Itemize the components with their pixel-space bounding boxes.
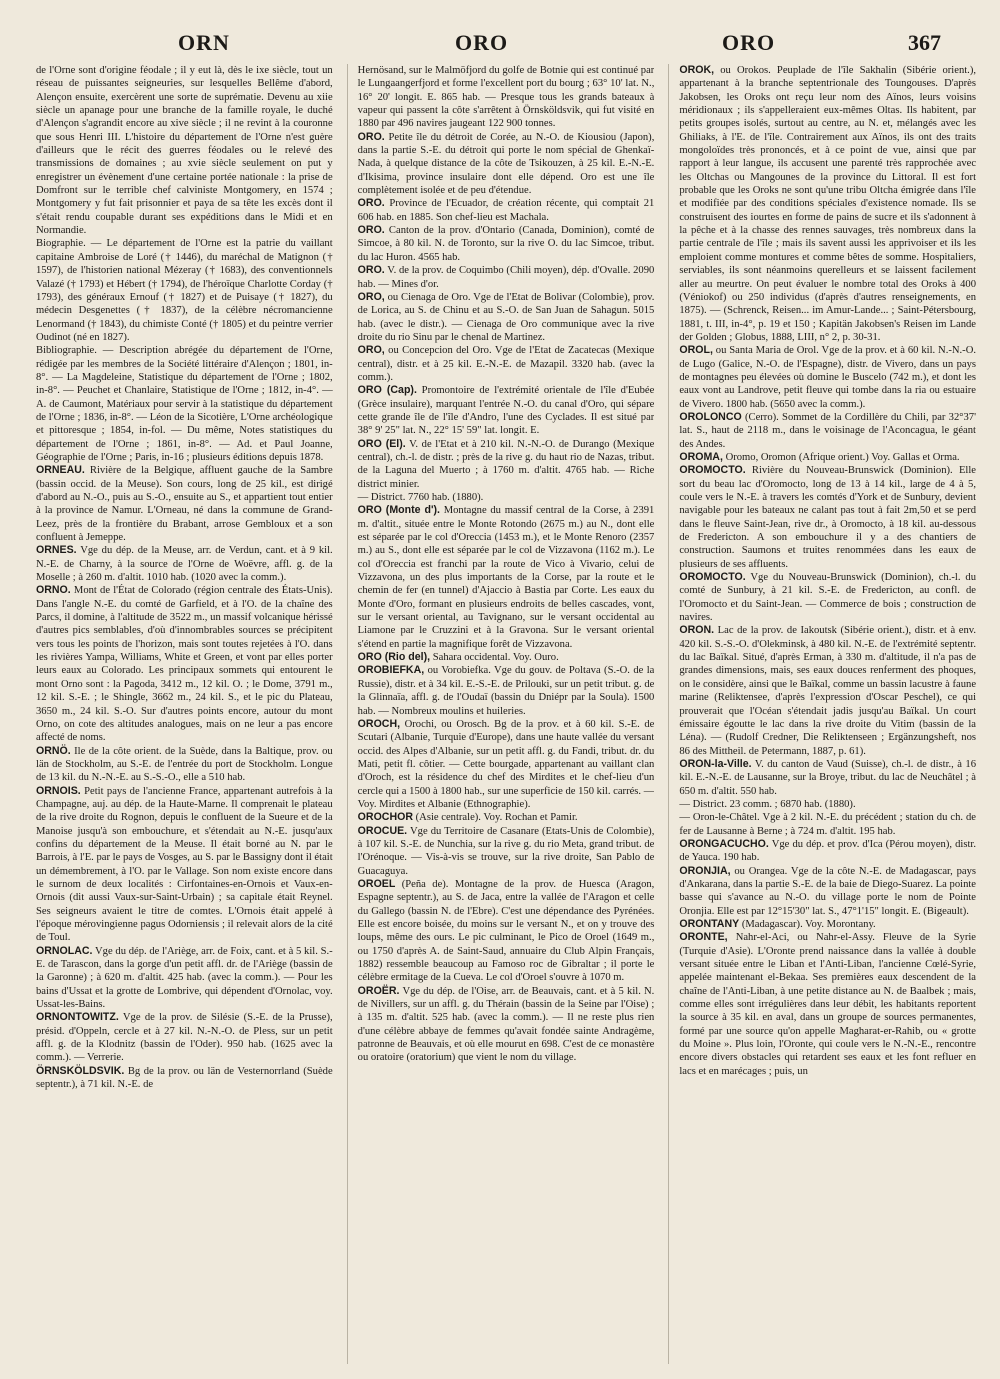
- entry-headword: OROK,: [679, 64, 715, 76]
- dictionary-entry: [358, 264, 655, 291]
- entry-headword: ORONGACUCHO.: [679, 837, 769, 850]
- dictionary-entry: [36, 745, 333, 785]
- entry-text: Lac de la prov. de Iakoutsk (Sibérie orient.), distr. et à env. 420 kil. S.-S.-O. d'Olekminsk, à 480 kil. N.-E. de l'extrémité septentr. du lac Baïkal. Situé, d'après Erman, à 330 m. d'altitude, il n'a pas de grandes dimensions, mais, ses eaux douces renferment des phoques, on le considère, ainsi que le Baïkal, comme un bassin lacustre à faune marine (Reliktensee, d'après l'expression d'Oscar Peschel), ce qui prouverait que l'Océan s'étendait jadis jusqu'au Baïkal. Un court émissaire égoutte le lac dans la rive droite du Vitim (bassin de la Léna). — (Rudolf Credner, Die Reliktenseen ; Ergänzungsheft, nos 86 des Mittheil. de Petermann, 1887, p. 61).: [679, 625, 977, 757]
- entry-text: Bg de la prov. ou län de Vesternorrland (Suède septentr.), à 71 kil. N.-E. de: [36, 1065, 333, 1091]
- entry-text: V. de la prov. de Coquimbo (Chili moyen), dép. d'Ovalle. 2090 hab. — Mines d'or.: [357, 265, 655, 290]
- entry-headword: OROEL: [357, 877, 396, 890]
- dictionary-entry: [358, 651, 655, 664]
- dictionary-entry: [36, 785, 333, 945]
- entry-text: (Cerro). Sommet de la Cordillère du Chili, par 32°37' lat. S., haut de 2118 m., dans le voisinage de l'Aconcagua, le géant des Andes.: [679, 411, 977, 450]
- column-middle: [347, 64, 655, 1364]
- dictionary-entry: [679, 931, 976, 1078]
- dictionary-entry: [358, 291, 655, 344]
- entry-headword: ORONJIA,: [679, 864, 731, 877]
- entry-headword: ORNEAU.: [36, 464, 85, 477]
- entry-headword: OROCH,: [357, 717, 401, 730]
- entry-headword: ORON-la-Ville.: [679, 757, 752, 770]
- entry-text: V. du canton de Vaud (Suisse), ch.-l. de distr., à 16 kil. E.-N.-E. de Lausanne, sur la Broye, tribut. du lac de Neuchâtel ; à 650 m. d'altit. 550 hab.: [679, 758, 977, 797]
- dictionary-entry: [679, 624, 976, 757]
- running-head-left: ORN: [178, 30, 230, 55]
- entry-text: Mont de l'État de Colorado (région centrale des États-Unis). Dans l'angle N.-E. du comté de Garfield, et à l'O. de la chaîne des Parcs, il domine, à l'altitude de 3522 m., un massif volcanique hérissé d'autres pics semblables, d'où d'innombrables sources se précipitent vers tous les points de l'horizon, mais sont toutes rejetées à l'O. dans les rivières Yampa, Williams, White et Green, et vont par elles porter leurs eaux au Colorado. Les principaux sommets qui entourent le mont Orno sont : la Pagoda, 3412 m., 12 kil. O. ; le Dome, 3791 m., 12 kil. S.-E. ; le Shingle, 3662 m., 24 kil. S., et le pic du Plateau, 3650 m., 24 kil. S.-O. Sur d'autres points encore, autour du mont Orno, on cote des altitudes analogues, mais on ne leur a pas encore affecté de noms.: [36, 585, 333, 744]
- page-header: [0, 30, 1000, 64]
- entry-text: ou Orangea. Vge de la côte N.-E. de Madagascar, pays d'Ankarana, dans la partie S.-E. de la baie de Diego-Suarez. La pointe basse qui s'avance au N.-O. du village porte le nom de Pointe Oronjia. Elle est par 12°15'30" lat. S., 47°1'15" longit. E. (Bigeault).: [679, 865, 977, 917]
- entry-text: Orochi, ou Orosch. Bg de la prov. et à 60 kil. S.-E. de Scutari (Albanie, Turquie d'Europe), dans une haute vallée du versant occid. des Alpes d'Albanie, sur un petit affl. g. du Fandi, tribut. dr. du Mati, petit fl. côtier. — Cette bourgade, appartenant au vaillant clan d'Oroch, est la résidence du chef des Mirdites et le chef-lieu d'un cercle qui a 1500 à 1800 hab., sur une superficie de 150 kil. carrés. — Voy. Mirdites et Albanie (Ethnographie).: [357, 718, 655, 810]
- dictionary-entry: [679, 344, 976, 411]
- entry-headword: ORNOLAC.: [36, 944, 93, 957]
- entry-headword: ORO (El).: [357, 437, 406, 450]
- entry-headword: ORO,: [357, 290, 385, 303]
- entry-text: Nahr-el-Aci, ou Nahr-el-Assy. Fleuve de la Syrie (Turquie d'Asie). L'Oronte prend naissance dans la vallée à double versant située entre le Liban et l'Anti-Liban, l'ancienne Cœlé-Syrie, appelée maintenant el-Bekaa. Ses premières eaux descendent de la chaîne de l'Anti-Liban, à une petite distance au N. de Baalbek ; mais, comme elles sont irrégulières dans leur débit, les habitants reportent la source à 35 kil. en aval, dans un groupe de sources permanentes, formé par une source qu'on appelle Magharat-er-Rahib, ou « grotte du Moine ». Plus loin, l'Oronte, qui coule vers le N.-N.-E., rencontre encore divers obstacles qui retardent ses eaux et les font refluer en lacs et en marécages ; puis, un: [679, 932, 977, 1077]
- entry-text: Vge du dép. de la Meuse, arr. de Verdun, cant. et à 9 kil. N.-E. de Charny, à la source de l'Orne de Woëvre, affl. g. de la Moselle ; à 260 m. d'altit. 1010 hab. (1020 avec la comm.).: [36, 545, 333, 584]
- entry-text: ou Santa Maria de Orol. Vge de la prov. et à 60 kil. N.-N.-O. de Lugo (Galice, N.-O. de l'Espagne), distr. de Vivero, dans un pays de montagnes peu élevées où domine le Buscelo (742 m.), et dont les eaux vont au Landrove, petit fleuve qui tombe dans la ria ou estuaire de Vivero. 1800 hab. (5650 avec la comm.).: [679, 345, 977, 410]
- entry-text: Vge du Nouveau-Brunswick (Dominion), ch.-l. du comté de Sunbury, à 21 kil. S.-E. de Fredericton, au confl. de l'Oromocto et du Saint-Jean. — Commerce de bois ; construction de navires.: [679, 572, 977, 624]
- entry-text: Vge de la prov. de Silésie (S.-E. de la Prusse), présid. d'Oppeln, cercle et à 27 kil. N.-N.-O. de Pless, sur un petit affl. g. de la Klodnitz (bassin de l'Oder). 950 hab. (1625 avec la comm.). — Verrerie.: [36, 1012, 333, 1064]
- entry-text: Oromo, Oromon (Afrique orient.) Voy. Gallas et Orma.: [725, 451, 960, 463]
- dictionary-entry: [36, 945, 333, 1012]
- entry-text: Biographie. — Le département de l'Orne est la patrie du vaillant capitaine Ambroise de Loré († 1446), du maréchal de Matignon († 1597), de l'historien national Mézeray († 1683), des conventionnels Valazé († 1793) et Hébert († 1794), de l'héroïque Charlotte Corday († 1793), des généraux Ernouf († 1827) et de Puisaye († 1827), du médecin Desgenettes († 1837), de la célèbre nécromancienne Lenormand († 1843), du chimiste Conté († 1805) et du peintre verrier Oudinot (né en 1827).: [36, 238, 333, 343]
- entry-text: — District. 23 comm. ; 6870 hab. (1880).: [679, 798, 856, 810]
- dictionary-entry: [358, 718, 655, 811]
- dictionary-entry: [358, 438, 655, 491]
- entry-headword: ORONTE,: [679, 931, 728, 944]
- dictionary-entry: [679, 758, 976, 798]
- entry-headword: ORO,: [357, 344, 385, 357]
- entry-text: Ile de la côte orient. de la Suède, dans la Baltique, prov. ou län de Stockholm, au S.-E. de l'entrée du port de Stockholm. Longue de 13 kil. du N.-N.-E. au S.-S.-O., elle a 510 hab.: [36, 745, 333, 784]
- dictionary-entry: [358, 825, 655, 878]
- entry-text: ou Orokos. Peuplade de l'île Sakhalin (Sibérie orient.), appartenant à la branche septentrionale des Toungouses. D'après Jakobsen, les Oroks ont reçu leur nom des Aïnos, leurs voisins méridionaux ; ils s'appelleraient eux-mêmes Oltas. Ils habitent, par petits groupes isolés, surtout au centre, au N. et, mélangés avec les Ghiliaks, à l'E. de l'île. Contrairement aux Aïnos, ils ont des traits mongoloïdes très prononcés, et à ce point de vue, ainsi que par rapport à leur langue, ils accusent une parenté très rapprochée avec les Oltchas ou Mangounes de la province du Littoral. Il est fort probable que les Oroks ne sont qu'une tribu Oltcha émigrée dans l'île et modifiée par des conditions spéciales d'existence nomade. Ils se construisent des iourtes en forme de pains de sucre et ils s'adonnent à la pêche et à la chasse des rennes sauvages, très nombreux dans la partie centrale de l'île ; mais ils savent aussi les apprivoiser et ils les emploient comme montures et comme bêtes de somme. Hospitaliers, serviables, ils sont néanmoins querelleurs et se laissent facilement aller au meurtre. On peut évaluer le nombre total des Oroks à 400 (Véniokof) ou 250 individus (d'après d'autres renseignements, en 1875). — (Schrenck, Reisen... im Amur-Lande... ; Saint-Pétersbourg, 1881, t. III, in-4°, p. 19 et 150 ; Kapitän Jakobsen's Reisen im Lande der Golden ; Globus, 1888, LIII, n° 2, p. 30-31.: [679, 65, 977, 343]
- dictionary-entry: [358, 131, 655, 198]
- dictionary-entry: [358, 811, 655, 824]
- text-columns: [36, 64, 976, 1364]
- dictionary-entry: [358, 491, 655, 504]
- dictionary-entry: [358, 878, 655, 985]
- dictionary-entry: [36, 1065, 333, 1092]
- entry-text: V. de l'Etat et à 210 kil. N.-N.-O. de Durango (Mexique central), ch.-l. de distr. ; près de la rive g. du haut rio de Nazas, tribut. de la Laguna del Muerto ; à 1760 m. d'altit. 4765 hab. — Riche district minier.: [357, 438, 655, 490]
- dictionary-entry: [36, 237, 333, 344]
- dictionary-entry: [358, 664, 655, 717]
- dictionary-entry: [36, 1011, 333, 1064]
- dictionary-entry: [358, 344, 655, 384]
- entry-headword: OROCHOR: [357, 811, 413, 824]
- entry-headword: ORNONTOWITZ.: [36, 1011, 119, 1024]
- entry-headword: OROMOCTO.: [679, 464, 746, 477]
- dictionary-entry: [36, 464, 333, 544]
- entry-text: ou Vorobiefka. Vge du gouv. de Poltava (S.-O. de la Russie), distr. et à 34 kil. E.-S.-E. de Prilouki, sur un petit tribut. g. de la Glinnaïa, affl. g. de l'Oudaï (bassin du Dniépr par la Soula). 1500 hab. — Nombreux moulins et huileries.: [357, 665, 655, 717]
- entry-headword: OROMA,: [679, 450, 723, 463]
- entry-headword: ORON.: [679, 624, 715, 637]
- entry-text: Sahara occidental. Voy. Ouro.: [432, 652, 559, 664]
- dictionary-entry: [679, 464, 976, 571]
- entry-text: Province de l'Ecuador, de création récente, qui comptait 21 606 hab. en 1885. Son chef-lieu est Machala.: [357, 198, 655, 223]
- entry-text: Rivière de la Belgique, affluent gauche de la Sambre (bassin occid. de la Meuse). Son cours, long de 25 kil., est dirigé d'abord au N.-O., puis au S.-O., ensuite au S., et appartient tout entier à la province de Namur. L'Orneau, né dans la commune de Grand-Leez, près de la frontière du Brabant, arrose Gembloux et a son confluent à Jemeppe.: [36, 465, 333, 544]
- entry-headword: OROËR.: [357, 984, 400, 997]
- entry-headword: OROMOCTO.: [679, 571, 746, 584]
- dictionary-entry: [358, 985, 655, 1065]
- dictionary-entry: [679, 411, 976, 451]
- column-right: [668, 64, 976, 1364]
- entry-text: Montagne du massif central de la Corse, à 2391 m. d'altit., située entre le Monte Rotondo (2675 m.) au N., dont elle est séparée par le col d'Oreccia (1453 m.), et le Monte Renoro (2357 m.) au S., dont elle est séparée par le col de Vizzavona (1162 m.). Le col d'Oreccia est franchi par la route de Vico à Vivario, celui de Vizzavona, un des plus importants de la Corse, par la route et le chemin de fer (en tunnel) d'Ajaccio à Bastia par Corte. Les eaux du Monte d'Oro, formant en plusieurs endroits de belles cascades, vont, sur le versant oriental, au Tavignano, sur le versant occidental au Liamone par le Cruzzini et à la Gravona. Sur le versant oriental s'étend en partie la magnifique forêt de Vizzavona.: [357, 505, 655, 650]
- entry-headword: OROL,: [679, 344, 713, 357]
- entry-headword: OROBIEFKA,: [357, 664, 425, 677]
- entry-headword: ORO.: [357, 197, 385, 210]
- dictionary-entry: [36, 584, 333, 744]
- entry-text: — Oron-le-Châtel. Vge à 2 kil. N.-E. du précédent ; station du ch. de fer de Lausanne à Berne ; à 724 m. d'altit. 195 hab.: [679, 812, 977, 837]
- dictionary-entry: [679, 64, 976, 344]
- entry-text: Vge du Territoire de Casanare (Etats-Unis de Colombie), à 107 kil. S.-E. de Nunchia, sur la rive g. du rio Meta, grand tribut. de l'Orénoque. — Vis-à-vis se trouve, sur la rive droite, San Pablo de Guacaguya.: [357, 825, 655, 877]
- dictionary-entry: [679, 798, 976, 811]
- entry-headword: ORNÖ.: [36, 744, 71, 757]
- entry-text: de l'Orne sont d'origine féodale ; il y eut là, dès le ixe siècle, tout un réseau de puissantes seigneuries, sur lesquelles Bellême d'abord, Alençon ensuite, exercèrent une sorte de suprématie. Devenu au xiie siècle un apanage pour une branche de la famille royale, le duché d'Alençon s'agrandit encore au xive siècle ; il ne revint à la couronne que sous Henri III. L'histoire du département de l'Orne n'est guère d'ailleurs que le récit des guerres féodales ou le relevé des transmissions de domaines ; au xvie siècle seulement on put y enregistrer un évènement d'une certaine portée nationale : la prise de Domfront sur le terrible chef calviniste Montgomery, en 1574 ; Montgomery y fut fait prisonnier et paya de sa tête les excès dont il s'était rendu coupable durant ses expéditions dans le Midi et en Normandie.: [36, 65, 333, 237]
- entry-text: Vge du dép. de l'Oise, arr. de Beauvais, cant. et à 5 kil. N. de Nivillers, sur un affl. g. du Thérain (bassin de la Seine par l'Oise) ; à 135 m. d'altit. 525 hab. (avec la comm.). — Il ne reste plus rien d'une célèbre abbaye de femmes qu'avait fondée sainte Andragème, patronne de Beauvais, et où elle mourut en 698. C'est de ce monastère ou oratoire (oratorium) que vient le nom du village.: [357, 985, 655, 1064]
- dictionary-entry: [679, 811, 976, 838]
- entry-headword: ORONTANY: [679, 918, 740, 930]
- running-head-right: ORO: [722, 30, 776, 55]
- entry-headword: ORO.: [357, 224, 385, 237]
- entry-text: (Peña de). Montagne de la prov. de Huesca (Aragon, Espagne septentr.), au S. de Jaca, entre la vallée de l'Aragon et celle du Gallego (bassin N. de l'Ebre). C'est une dépendance des Pyrénées. Elle est encore boisée, du moins sur le versant N., et on y trouve des loups, même des ours. Le pic culminant, le Pico de Oroel (1649 m., ou 1750 d'après A. de Saint-Saud, annuaire du Club Alpin Français, 1882) ressemble beaucoup au Famoso roc de Gibraltar ; il porte le célèbre ermitage de la Cueva. Le col d'Oroel s'ouvre à 1070 m.: [357, 878, 655, 984]
- entry-text: Petite île du détroit de Corée, au N.-O. de Kiousiou (Japon), dans la partie S.-E. du détroit qui porte le nom spécial de Ghenkaï-Nada, à quelque distance de la côte de Tsikouzen, à 25 kil. E.-N.-E. d'Ikisima, province insulaire dont elle dépend. Oro est une île complètement isolée et de peu d'étendue.: [357, 131, 655, 197]
- entry-text: Vge du dép. et prov. d'Ica (Pérou moyen), distr. de Yauca. 190 hab.: [679, 838, 977, 864]
- entry-headword: ORNOIS.: [36, 784, 81, 797]
- entry-headword: ORNO.: [36, 584, 71, 597]
- entry-text: — District. 7760 hab. (1880).: [357, 492, 484, 503]
- entry-text: Bibliographie. — Description abrégée du département de l'Orne, rédigée par les membres de la Société littéraire d'Alençon ; 1801, in-8°. — La Magdeleine, Statistique du département de l'Orne ; 1802, in-8°. — Peuchet et Chanlaire, Statistique de l'Orne ; 1812, in-4°. — A. de Caumont, Matériaux pour servir à la statistique du département de l'Orne ; 1836, in-8°. — Léon de la Sicotière, L'Orne archéologique et pittoresque ; 1854, in-fol. — Du même, Notes statistiques du département de l'Orne ; 1861, in-8°. — Ad. et Paul Joanne, Géographie de l'Orne ; Paris, in-16 ; plusieurs éditions depuis 1878.: [36, 345, 333, 463]
- dictionary-entry: [679, 838, 976, 865]
- entry-headword: ORO.: [357, 130, 385, 143]
- entry-headword: ORO (Monte d').: [357, 504, 440, 517]
- dictionary-entry: [358, 384, 655, 437]
- entry-headword: ÖRNSKÖLDSVIK.: [36, 1064, 125, 1077]
- entry-headword: ORO (Cap).: [357, 384, 417, 397]
- dictionary-entry: [36, 344, 333, 464]
- entry-text: ou Cienaga de Oro. Vge de l'Etat de Bolivar (Colombie), prov. de Lorica, au S. de Chinu et au S.-O. de San Juan de Sahagun. 5015 hab. (avec le distr.). — Cienaga de Oro communique avec la rive droite du rio Sinu par le chenal de Martinez.: [357, 291, 655, 343]
- page-number: 367: [908, 30, 941, 55]
- entry-text: Vge du dép. de l'Ariège, arr. de Foix, cant. et à 5 kil. S.-E. de Tarascon, dans la gorge d'un petit affl. dr. de l'Ariège (bassin de la Garonne) ; à 620 m. d'altit. 425 hab. (avec la comm.). — Pour les bains d'Ussat et la grotte de Lombrive, qui dépendent d'Ornolac, voy. Ussat-les-Bains.: [36, 945, 333, 1011]
- entry-text: Promontoire de l'extrémité orientale de l'île d'Eubée (Grèce insulaire), marquant l'entrée N.-O. du canal d'Oro, qui sépare cette grande île de l'île d'Andro, l'une des Cyclades. Il est situé par 38° 9' 25" lat. N., 22° 15' 59" lat. longit. E.: [357, 385, 655, 437]
- entry-headword: OROCUE.: [357, 824, 408, 837]
- dictionary-entry: [358, 504, 655, 651]
- dictionary-entry: [679, 865, 976, 918]
- dictionary-entry: [679, 918, 976, 931]
- entry-text: Rivière du Nouveau-Brunswick (Dominion). Elle sort du beau lac d'Oromocto, long de 13 à 14 kil., large de 4 à 5, coule vers le N.-E. à travers les comtés d'York et de Sunbury, devient navigable pour les bateaux ne calant pas tout à fait 2m,50 et se perd dans le fleuve Saint-Jean, rive dr., à Oromocto, à 18 kil. au-dessous de Fredericton. A son embouchure il y a des chantiers de construction. Saumons et truites renommées dans les eaux de plusieurs de ses affluents.: [679, 465, 977, 570]
- dictionary-entry: [679, 451, 976, 464]
- entry-text: (Asie centrale). Voy. Rochan et Pamir.: [415, 812, 578, 824]
- entry-headword: ORO.: [357, 264, 385, 277]
- entry-headword: OROLONCO: [679, 410, 742, 423]
- dictionary-entry: [36, 64, 333, 237]
- dictionary-entry: [679, 571, 976, 624]
- entry-text: ou Concepcion del Oro. Vge de l'Etat de Zacatecas (Mexique central), distr. et à 25 kil. E.-N.-E. de Mazapil. 3320 hab. (avec la comm.).: [357, 345, 655, 383]
- entry-headword: ORO (Rio del),: [357, 651, 431, 664]
- entry-text: Petit pays de l'ancienne France, appartenant autrefois à la Champagne, auj. au dép. de la Haute-Marne. Il comprenait le plateau de la rive droite du Rognon, depuis le confluent de la Sueure et de la Manoise jusqu'à son embouchure, et s'étendait au N.-E. jusqu'aux confins du département de la Meuse. Il était borné au N. par le Barrois, à l'E. par le pays de Vosges, au S. par le Bassigny dont il était un démembrement, à l'O. par le Vallage. Son nom existe encore dans le surnom de deux localités : Cirfontaines-en-Ornois et Vaux-en-Ornois (dit aussi Vaux-sur-Saint-Urbain) ; sa capitale était Reynel. Ses seigneurs avaient le titre de comtes. L'Ornois était appelé à l'époque mérovingienne pagus Odorniensis ; il relevait alors de la cité de Toul.: [36, 785, 333, 944]
- running-head-center: ORO: [455, 30, 509, 55]
- entry-text: Canton de la prov. d'Ontario (Canada, Dominion), comté de Simcoe, à 80 kil. N. de Toronto, sur la rive O. du lac Simcoe, tribut. du lac Huron. 4565 hab.: [357, 225, 655, 263]
- entry-headword: ORNES.: [36, 544, 77, 557]
- dictionary-entry: [358, 197, 655, 224]
- entry-text: Hernösand, sur le Malmöfjord du golfe de Botnie qui est continué par le Lungaangerfjord et forme l'excellent port du bourg ; 63° 10' lat. N., 16° 20' longit. E. 865 hab. — Presque tous les grands bateaux à vapeur qui passent la côte s'arrêtent à Örnsköldsvik, qui fut visité en 1880 par 496 navires jaugeant 122 900 tonnes.: [357, 65, 655, 130]
- dictionary-entry: [358, 64, 655, 131]
- entry-text: (Madagascar). Voy. Morontany.: [741, 919, 876, 930]
- column-left: [36, 64, 333, 1364]
- dictionary-entry: [36, 544, 333, 584]
- dictionary-entry: [358, 224, 655, 264]
